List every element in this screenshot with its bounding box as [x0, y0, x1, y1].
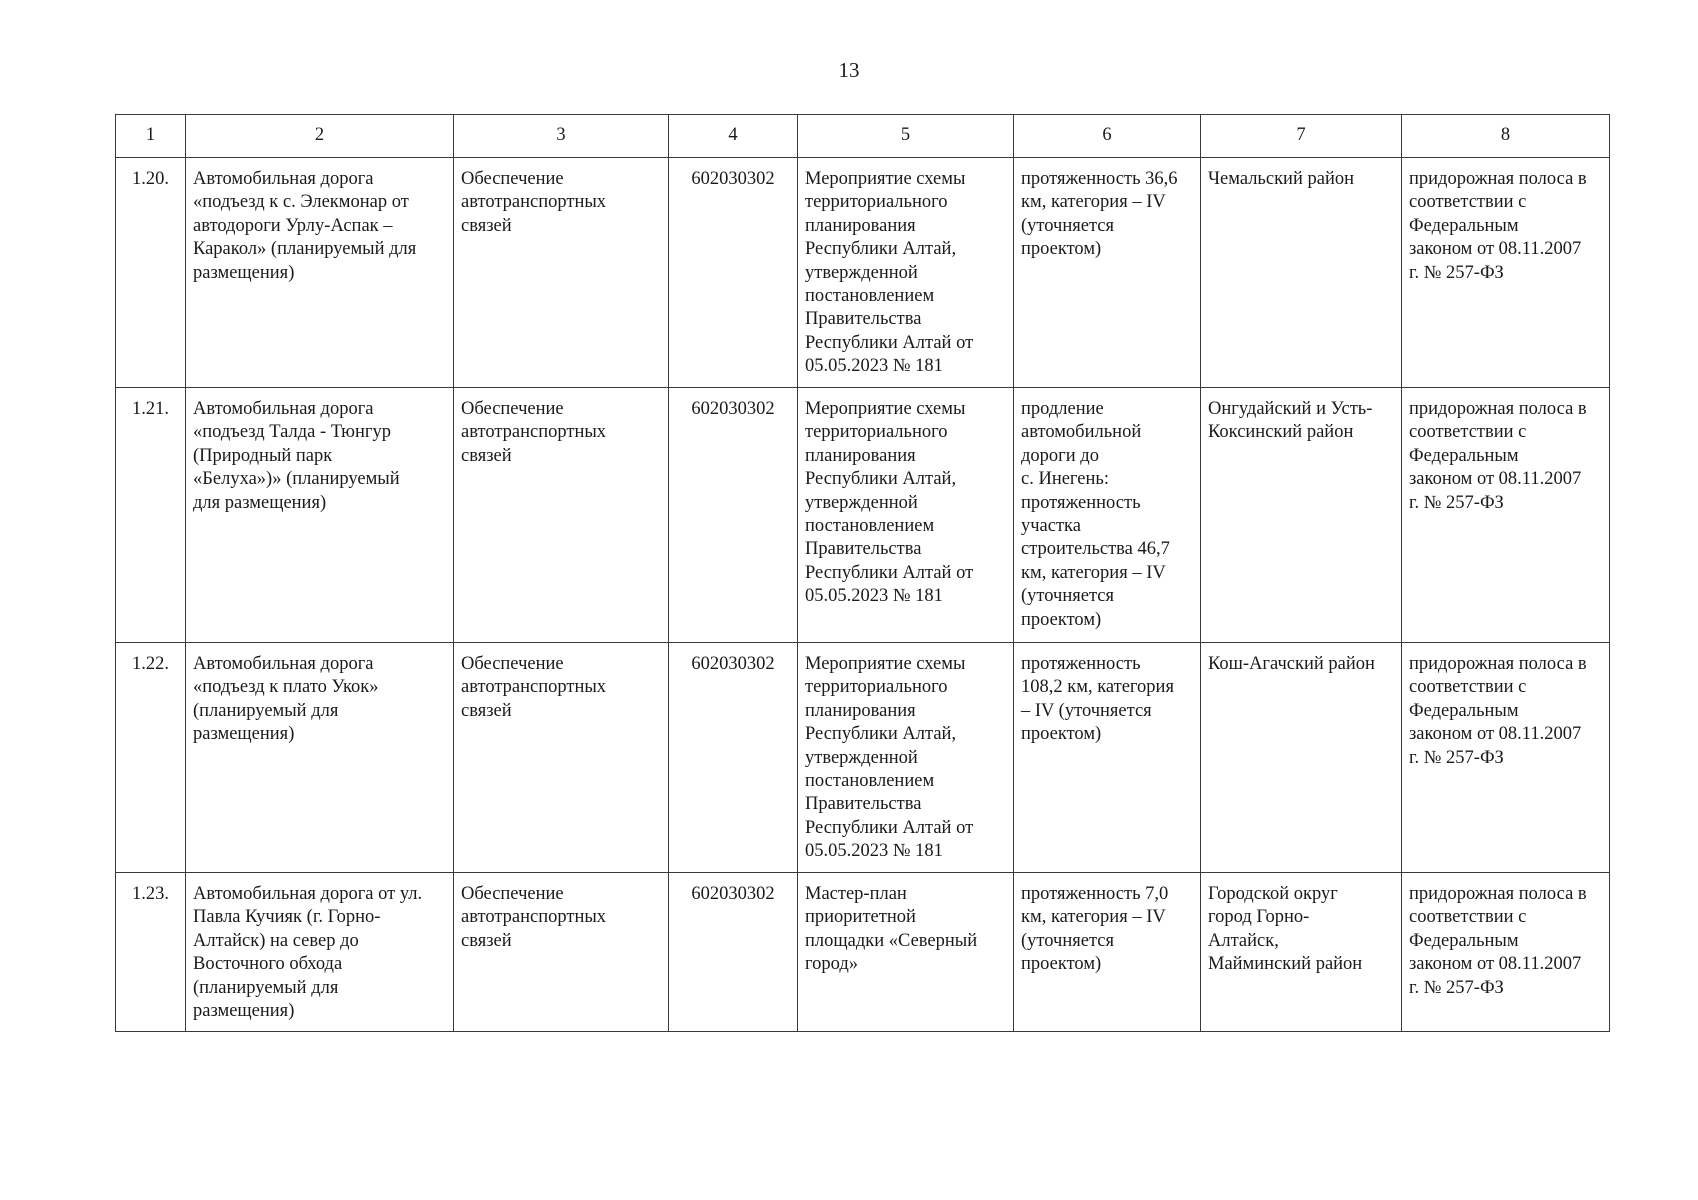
- table-row: [116, 873, 1610, 1032]
- object-code: 602030302: [669, 388, 798, 643]
- object-location: Онгудайский и Усть- Коксинский район: [1201, 388, 1402, 643]
- row-number: 1.20.: [116, 158, 186, 388]
- object-purpose: Обеспечение автотранспортных связей: [454, 643, 669, 873]
- object-basis: Мероприятие схемы территориального планирования Республики Алтай, утвержденной постановлением Правительства Республики Алтай от 05.05.2023 № 181: [798, 158, 1014, 388]
- object-purpose: Обеспечение автотранспортных связей: [454, 873, 669, 1032]
- object-basis: Мероприятие схемы территориального планирования Республики Алтай, утвержденной постановлением Правительства Республики Алтай от 05.05.2023 № 181: [798, 388, 1014, 643]
- column-header: 8: [1402, 115, 1610, 158]
- object-characteristics: протяженность 36,6 км, категория – IV (уточняется проектом): [1014, 158, 1201, 388]
- object-code: 602030302: [669, 643, 798, 873]
- object-name: Автомобильная дорога от ул. Павла Кучияк (г. Горно- Алтайск) на север до Восточного обхода (планируемый для размещения): [186, 873, 454, 1032]
- object-zone: придорожная полоса в соответствии с Федеральным законом от 08.11.2007 г. № 257-ФЗ: [1402, 643, 1610, 873]
- table-row: [116, 643, 1610, 873]
- object-zone: придорожная полоса в соответствии с Федеральным законом от 08.11.2007 г. № 257-ФЗ: [1402, 873, 1610, 1032]
- object-location: Городской округ город Горно- Алтайск, Майминский район: [1201, 873, 1402, 1032]
- object-zone: придорожная полоса в соответствии с Федеральным законом от 08.11.2007 г. № 257-ФЗ: [1402, 158, 1610, 388]
- column-header: 5: [798, 115, 1014, 158]
- column-header: 4: [669, 115, 798, 158]
- row-number: 1.21.: [116, 388, 186, 643]
- object-code: 602030302: [669, 158, 798, 388]
- object-name: Автомобильная дорога «подъезд к с. Элекмонар от автодороги Урлу-Аспак – Каракол» (планируемый для размещения): [186, 158, 454, 388]
- object-zone: придорожная полоса в соответствии с Федеральным законом от 08.11.2007 г. № 257-ФЗ: [1402, 388, 1610, 643]
- object-basis: Мероприятие схемы территориального планирования Республики Алтай, утвержденной постановлением Правительства Республики Алтай от 05.05.2023 № 181: [798, 643, 1014, 873]
- object-characteristics: протяженность 108,2 км, категория – IV (уточняется проектом): [1014, 643, 1201, 873]
- column-header: 2: [186, 115, 454, 158]
- row-number: 1.22.: [116, 643, 186, 873]
- object-name: Автомобильная дорога «подъезд Талда - Тюнгур (Природный парк «Белуха»)» (планируемый для размещения): [186, 388, 454, 643]
- row-number: 1.23.: [116, 873, 186, 1032]
- object-purpose: Обеспечение автотранспортных связей: [454, 388, 669, 643]
- object-location: Кош-Агачский район: [1201, 643, 1402, 873]
- page-number: 13: [838, 58, 860, 82]
- object-location: Чемальский район: [1201, 158, 1402, 388]
- column-header: 7: [1201, 115, 1402, 158]
- column-header: 1: [116, 115, 186, 158]
- object-characteristics: протяженность 7,0 км, категория – IV (уточняется проектом): [1014, 873, 1201, 1032]
- column-header: 6: [1014, 115, 1201, 158]
- object-code: 602030302: [669, 873, 798, 1032]
- object-characteristics: продление автомобильной дороги до с. Инегень: протяженность участка строительства 46,7 км, категория – IV (уточняется проектом): [1014, 388, 1201, 643]
- column-header: 3: [454, 115, 669, 158]
- table-row: [116, 158, 1610, 388]
- planned-objects-table: [115, 114, 1610, 1032]
- object-purpose: Обеспечение автотранспортных связей: [454, 158, 669, 388]
- object-name: Автомобильная дорога «подъезд к плато Укок» (планируемый для размещения): [186, 643, 454, 873]
- table-row: [116, 388, 1610, 643]
- header-row: [116, 115, 1610, 158]
- object-basis: Мастер-план приоритетной площадки «Северный город»: [798, 873, 1014, 1032]
